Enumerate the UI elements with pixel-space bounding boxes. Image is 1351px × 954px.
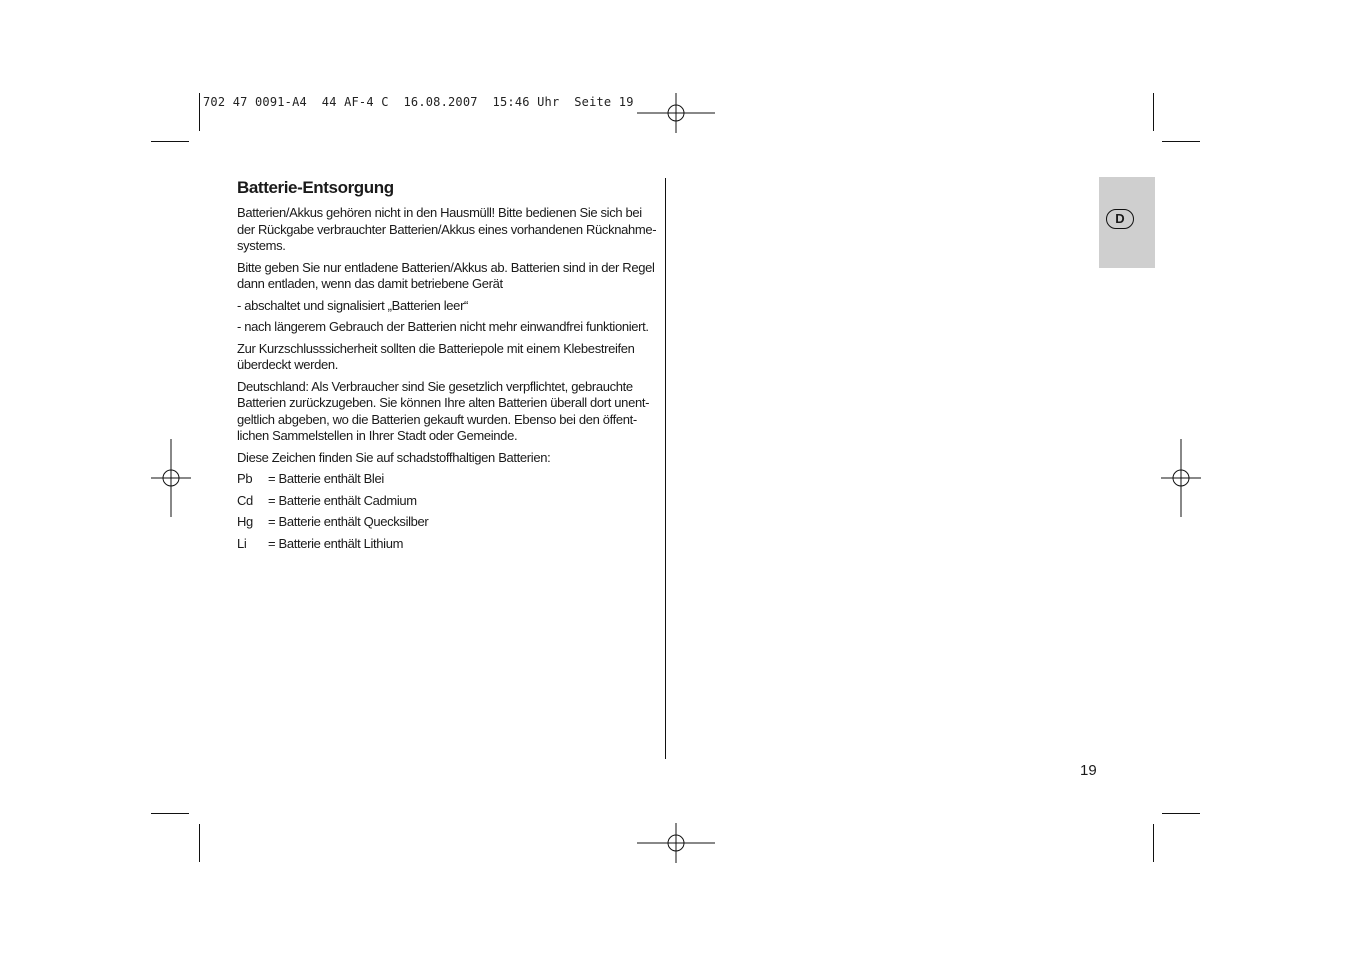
paragraph-line: Zur Kurzschlusssicherheit sollten die Batteriepole mit einem Klebestreifen bbox=[237, 340, 635, 356]
paragraph-line: Bitte geben Sie nur entladene Batterien/Akkus ab. Batterien sind in der Regel bbox=[237, 259, 655, 275]
legend-row bbox=[237, 493, 662, 510]
battery-disposal-section bbox=[237, 178, 662, 557]
crop-mark bbox=[1153, 93, 1154, 131]
paragraph-line: Batterien/Akkus gehören nicht in den Hausmüll! Bitte bedienen Sie sich bei bbox=[237, 205, 642, 220]
registration-mark-right bbox=[1161, 439, 1201, 517]
paragraph-line: systems. bbox=[237, 238, 286, 253]
column-divider bbox=[665, 178, 666, 759]
legend-row bbox=[237, 536, 662, 553]
paragraph-line: dann entladen, wenn das damit betriebene Gerät bbox=[237, 276, 503, 291]
registration-mark-bottom bbox=[637, 823, 715, 863]
legend-code: Li bbox=[237, 535, 247, 551]
language-tab bbox=[1099, 177, 1155, 268]
paragraph-line: überdeckt werden. bbox=[237, 357, 339, 372]
legend-meaning: = Batterie enthält Quecksilber bbox=[268, 514, 429, 529]
crop-mark bbox=[1153, 824, 1154, 862]
crop-mark bbox=[151, 141, 189, 142]
section-body bbox=[237, 205, 662, 466]
crop-mark bbox=[199, 93, 200, 131]
paragraph bbox=[237, 260, 662, 293]
paragraph-line: lichen Sammelstellen in Ihrer Stadt oder Gemeinde. bbox=[237, 428, 518, 443]
paragraph-line: - nach längerem Gebrauch der Batterien nicht mehr einwandfrei funktioniert. bbox=[237, 319, 649, 334]
crop-mark bbox=[1162, 141, 1200, 142]
paragraph-line: der Rückgabe verbrauchter Batterien/Akkus eines vorhandenen Rücknahme- bbox=[237, 221, 657, 237]
paragraph bbox=[237, 341, 662, 374]
paragraph-line: geltlich abgeben, wo die Batterien gekauft wurden. Ebenso bei den öffent- bbox=[237, 411, 637, 427]
crop-mark bbox=[199, 824, 200, 862]
paragraph-line: Batterien zurückzugeben. Sie können Ihre alten Batterien überall dort unent- bbox=[237, 395, 650, 410]
legend-row bbox=[237, 471, 662, 488]
legend-code: Hg bbox=[237, 514, 253, 529]
registration-mark-top bbox=[637, 93, 715, 133]
paragraph bbox=[237, 379, 662, 445]
paragraph bbox=[237, 450, 662, 467]
paragraph bbox=[237, 298, 662, 315]
registration-mark-left bbox=[151, 439, 191, 517]
language-badge: D bbox=[1106, 209, 1134, 229]
legend-meaning: = Batterie enthält Cadmium bbox=[268, 492, 417, 508]
crop-mark bbox=[1162, 813, 1200, 814]
page-number: 19 bbox=[1080, 762, 1097, 779]
battery-symbol-legend bbox=[237, 471, 662, 552]
legend-code: Cd bbox=[237, 492, 253, 508]
print-slug: 702 47 0091-A4 44 AF-4 C 16.08.2007 15:46 Uhr Seite 19 bbox=[203, 95, 634, 109]
legend-meaning: = Batterie enthält Blei bbox=[268, 471, 384, 486]
legend-code: Pb bbox=[237, 471, 253, 486]
paragraph-line: Deutschland: Als Verbraucher sind Sie gesetzlich verpflichtet, gebrauchte bbox=[237, 378, 633, 394]
paragraph bbox=[237, 319, 662, 336]
legend-meaning: = Batterie enthält Lithium bbox=[268, 535, 404, 551]
paragraph-line: - abschaltet und signalisiert „Batterien leer“ bbox=[237, 297, 469, 313]
section-heading: Batterie-Entsorgung bbox=[237, 178, 394, 197]
crop-mark bbox=[151, 813, 189, 814]
legend-row bbox=[237, 514, 662, 531]
paragraph-line: Diese Zeichen finden Sie auf schadstoffhaltigen Batterien: bbox=[237, 449, 551, 465]
paragraph bbox=[237, 205, 662, 255]
